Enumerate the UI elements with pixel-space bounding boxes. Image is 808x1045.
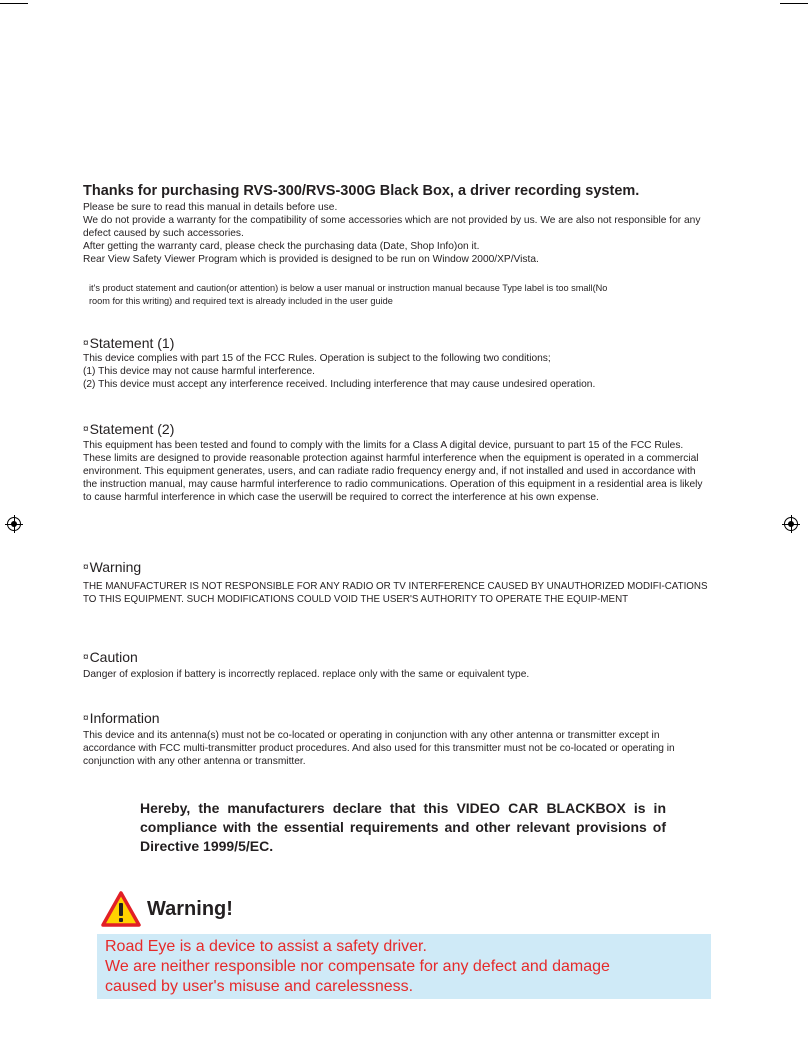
warning-heading — [83, 559, 141, 575]
registration-mark-right — [784, 517, 798, 531]
label-note: it's product statement and caution(or attention) is below a user manual or instruction manual because Type label is too small(No room for this writing) and required text is already included in the user guide — [89, 283, 608, 306]
warning-triangle-icon — [101, 891, 141, 927]
section-bullet-icon: ¤ — [83, 713, 89, 724]
caution-body: Danger of explosion if battery is incorrectly replaced. replace only with the same or equivalent type. — [83, 669, 530, 680]
ce-declaration: Hereby, the manufacturers declare that this VIDEO CAR BLACKBOX is in compliance with the essential requirements and other relevant provisions of Directive 1999/5/EC. — [140, 800, 666, 854]
statement2-heading — [83, 421, 174, 437]
warning-banner-label: Warning! — [147, 897, 233, 920]
registration-mark-left — [7, 517, 21, 531]
section-bullet-icon: ¤ — [83, 652, 89, 663]
information-heading — [83, 710, 160, 726]
warning-banner-box — [97, 934, 711, 999]
intro-text — [83, 201, 711, 266]
statement1-line: (2) This device must accept any interference received. Including interference that may cause undesired operation. — [83, 379, 596, 390]
statement1-heading — [83, 335, 174, 351]
warning-heading-text: Warning — [89, 559, 142, 575]
information-heading-text: Information — [89, 710, 160, 726]
statement1-line: (1) This device may not cause harmful interference. — [83, 366, 315, 377]
intro-line: After getting the warranty card, please check the purchasing data (Date, Shop Info)on it. — [83, 241, 480, 252]
warning-banner-line: We are neither responsible nor compensate for any defect and damage — [105, 958, 610, 975]
statement1-heading-text: Statement (1) — [89, 335, 175, 351]
intro-line: Rear View Safety Viewer Program which is provided is designed to be run on Window 2000/XP/Vista. — [83, 254, 539, 265]
intro-line: Please be sure to read this manual in details before use. — [83, 202, 338, 213]
crop-mark — [0, 3, 28, 4]
warning-body: THE MANUFACTURER IS NOT RESPONSIBLE FOR ANY RADIO OR TV INTERFERENCE CAUSED BY UNAUTHORIZED MODIFI-CATIONS TO THIS EQUIPMENT. SUCH MODIFICATIONS COULD VOID THE USER'S AUTHORITY TO OPERATE THE EQUIP-MENT — [83, 581, 708, 605]
warning-banner-heading — [101, 891, 233, 927]
crop-mark — [780, 3, 808, 4]
intro-line: We do not provide a warranty for the compatibility of some accessories which are not provided by us. We are also not responsible for any defect caused by such accessories. — [83, 215, 701, 239]
section-bullet-icon: ¤ — [83, 562, 89, 573]
page-title: Thanks for purchasing RVS-300/RVS-300G Black Box, a driver recording system. — [83, 183, 640, 199]
information-body: This device and its antenna(s) must not be co-located or operating in conjunction with any other antenna or transmitter except in accordance with FCC multi-transmitter product procedures. And also used for this transmitter must not be co-located or operating in conjunction with any other antenna or transmitter. — [83, 730, 675, 767]
caution-heading-text: Caution — [89, 649, 138, 665]
statement1-line: This device complies with part 15 of the FCC Rules. Operation is subject to the following two conditions; — [83, 353, 551, 364]
statement2-body: This equipment has been tested and found to comply with the limits for a Class A digital device, pursuant to part 15 of the FCC Rules. These limits are designed to provide reasonable protection against harmful interference when the equipment is operated in a commercial environment. This equipment generates, users, and can radiate radio frequency energy and, if not installed and used in accordance with the instruction manual, may cause harmful interference to radio communications. Operation of this equipment in a residential area is likely to cause harmful interference in which case the userwill be required to correct the interference at his own expense. — [83, 440, 703, 503]
statement1-body — [83, 352, 711, 391]
section-bullet-icon: ¤ — [83, 338, 89, 349]
section-bullet-icon: ¤ — [83, 424, 89, 435]
warning-banner-line: caused by user's misuse and carelessness. — [105, 978, 414, 995]
warning-banner-line: Road Eye is a device to assist a safety driver. — [105, 938, 427, 955]
caution-heading — [83, 649, 138, 665]
statement2-heading-text: Statement (2) — [89, 421, 175, 437]
